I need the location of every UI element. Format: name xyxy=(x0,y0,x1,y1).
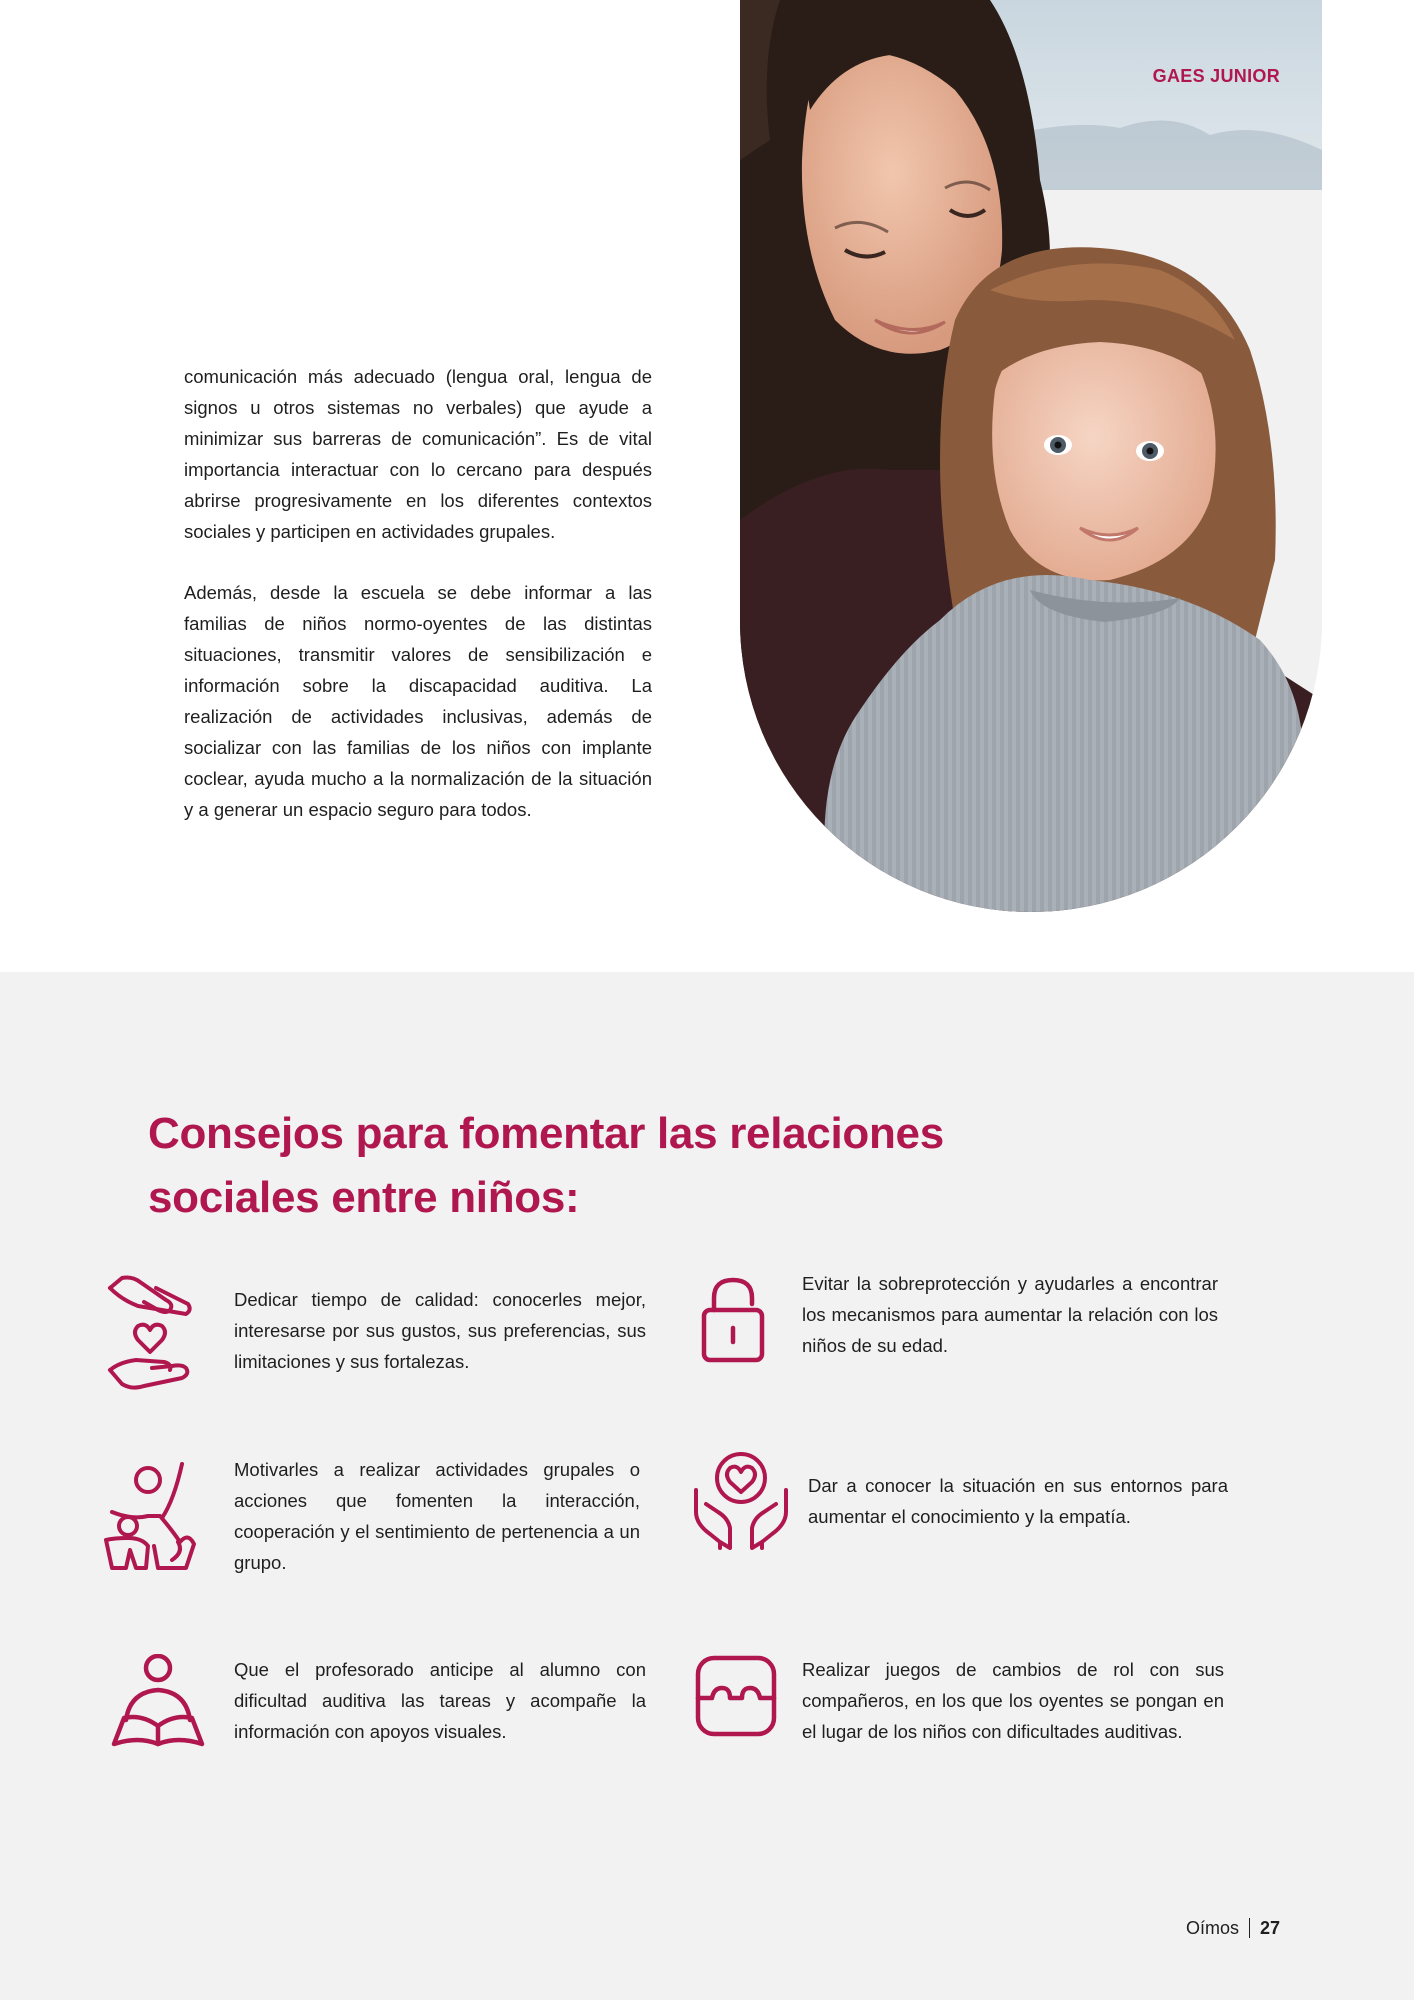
puzzle-piece-icon xyxy=(694,1654,778,1738)
mother-daughter-photo xyxy=(740,0,1322,912)
reader-book-icon xyxy=(110,1654,206,1750)
children-group-icon xyxy=(102,1460,198,1572)
tip-text-4: Dar a conocer la situación en sus entornos para aumentar el conocimiento y la empatía. xyxy=(808,1475,1228,1527)
tips-heading xyxy=(148,1102,1048,1230)
hands-heart-icon xyxy=(104,1274,196,1394)
page-footer xyxy=(1100,1918,1280,1939)
tip-text-3: Motivarles a realizar actividades grupales o acciones que fomenten la interacción, cooperación y el sentimiento de pertenencia a un grupo. xyxy=(234,1459,640,1573)
intro-paragraph-1: comunicación más adecuado (lengua oral, lengua de signos u otros sistemas no verbales) que ayude a minimizar sus barreras de comunicación”. Es de vital importancia interactuar con lo cercano para después abrirse progresivamente en los diferentes contextos sociales y participen en actividades grupales. xyxy=(184,365,652,542)
magazine-name: Oímos xyxy=(1185,1918,1239,1938)
brand-label: GAES JUNIOR xyxy=(1152,66,1280,86)
tip-text-5: Que el profesorado anticipe al alumno con dificultad auditiva las tareas y acompañe la información con apoyos visuales. xyxy=(234,1659,646,1742)
padlock-icon xyxy=(700,1276,766,1364)
tip-text-2: Evitar la sobreprotección y ayudarles a encontrar los mecanismos para aumentar la relación con los niños de su edad. xyxy=(802,1273,1218,1356)
tips-heading-line-1: Consejos para fomentar las relaciones xyxy=(148,1109,944,1158)
heart-hands-icon xyxy=(692,1450,790,1550)
tip-text-6: Realizar juegos de cambios de rol con sus compañeros, en los que los oyentes se pongan en el lugar de los niños con dificultades auditivas. xyxy=(802,1659,1224,1742)
page-number: 27 xyxy=(1259,1918,1280,1938)
tip-text-1: Dedicar tiempo de calidad: conocerles mejor, interesarse por sus gustos, sus preferencias, sus limitaciones y sus fortalezas. xyxy=(234,1289,646,1372)
tips-heading-line-2: sociales entre niños: xyxy=(148,1173,580,1222)
footer-divider xyxy=(1249,1918,1250,1938)
intro-paragraph-2: Además, desde la escuela se debe informar a las familias de niños normo-oyentes de las distintas situaciones, transmitir valores de sensibilización e información sobre la discapacidad auditiva. La realización de actividades inclusivas, además de socializar con las familias de los niños con implante coclear, ayuda mucho a la normalización de la situación y a generar un espacio seguro para todos. xyxy=(184,581,652,820)
photo-illustration xyxy=(740,0,1322,912)
